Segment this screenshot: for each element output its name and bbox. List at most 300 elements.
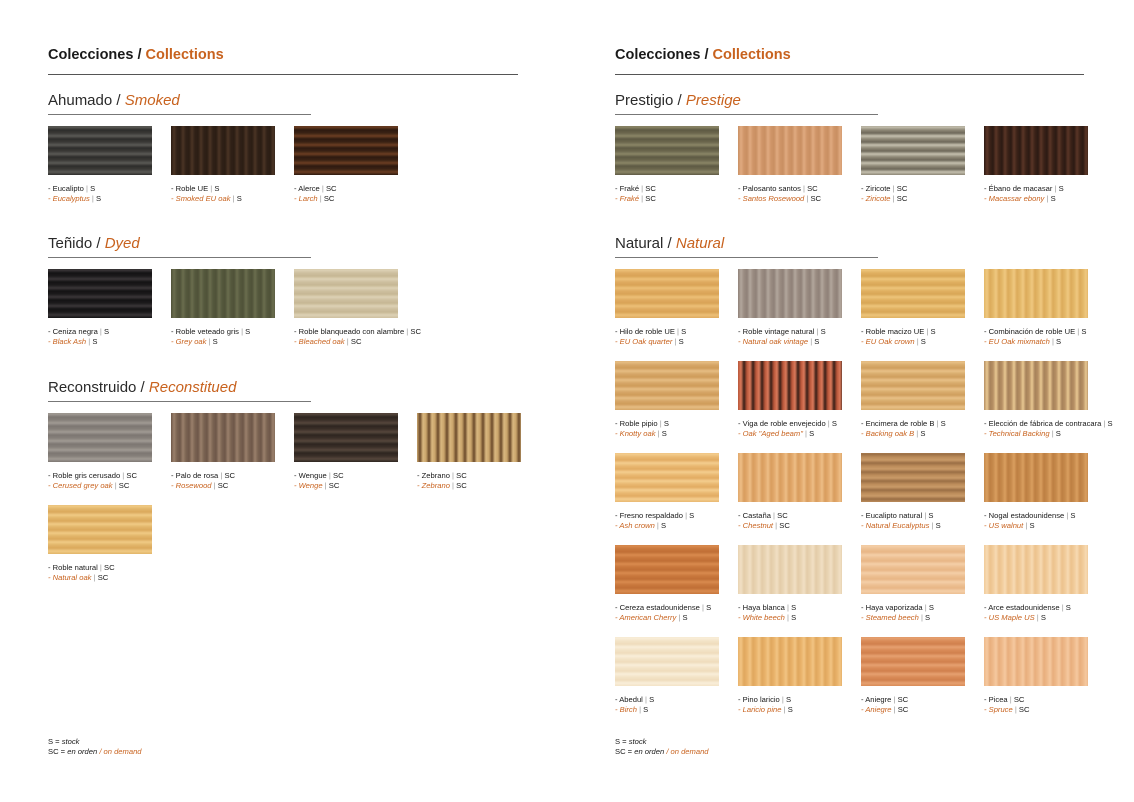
sample-code-en: SC [779,520,790,530]
code-separator: | [1007,695,1014,704]
section-rule [48,401,311,402]
sample-name-en: - Natural Eucalyptus [861,520,930,530]
wood-swatch [48,505,152,554]
sample-name-en: - Smoked EU oak [171,193,231,203]
sample-name-es-line [294,184,398,194]
sample-name-es-line [48,327,152,337]
sample-card [294,126,398,203]
sample-card [48,505,152,582]
code-separator: | [682,511,690,520]
code-separator: | [890,193,897,203]
sample-name-es-line [861,511,965,521]
legend-sc-value: en orden [67,746,98,756]
sample-card [294,269,421,346]
legend [615,737,709,756]
sample-code-en: SC [323,193,335,203]
wood-swatch [294,269,398,318]
sample-label [171,471,275,490]
sample-code-en: S [661,520,667,530]
legend-on-demand [615,747,709,757]
sample-code-en: SC [645,193,656,203]
sample-name-en: - Larch [294,193,318,203]
code-separator: | [636,704,644,714]
sample-name-es-line [615,603,719,613]
title-rule [48,74,518,75]
sample-name-en: - Macassar ebony [984,193,1045,203]
sample-card [861,453,965,530]
code-separator: | [699,603,707,612]
sample-name-en-line [615,521,719,531]
wood-swatch [294,413,398,462]
sample-name-en: - EU Oak mixmatch [984,336,1050,346]
wood-swatch [738,453,842,502]
section-title-en: Reconstitued [148,379,237,396]
code-separator: | [208,184,215,193]
code-separator: | [1075,327,1082,336]
sample-code-es: S [214,184,220,193]
wood-swatch [294,126,398,175]
sample-code-es: S [940,419,946,428]
wood-swatch [738,545,842,594]
sample-name-en-line [294,337,398,347]
sample-code-es: SC [325,184,337,193]
title-separator: / [700,47,713,63]
wood-swatch [417,413,521,462]
sample-code-es: S [820,327,826,336]
sample-name-es-line [48,563,152,573]
sample-code-es: S [1081,327,1087,336]
wood-swatch [171,413,275,462]
wood-swatch [738,269,842,318]
wood-swatch [861,361,965,410]
sample-code-es: S [1058,184,1064,193]
sample-card [294,413,398,490]
sample-code-en: SC [328,480,340,490]
sample-name-en: - Ash crown [615,520,655,530]
sample-name-en-line [738,521,842,531]
sample-code-es: SC [224,471,236,480]
section-title-separator: / [663,235,676,252]
sample-card [738,545,842,622]
sample-code-en: S [661,428,667,438]
code-separator: | [1044,193,1051,203]
sample-name-es: - Alerce [294,184,320,193]
wood-swatch [171,126,275,175]
sample-name-en-line [615,194,719,204]
sample-name-en-line [861,429,965,439]
sample-name-en-line [48,481,152,491]
sample-name-en-line [861,194,965,204]
sample-name-en-line [984,613,1088,623]
sample-name-en-line [171,337,275,347]
sample-card [861,361,965,438]
wood-swatch [984,269,1088,318]
sample-code-es: S [1107,419,1113,428]
wood-swatch [615,269,719,318]
wood-swatch [738,361,842,410]
sample-label [984,695,1088,714]
sample-code-en: S [1055,428,1061,438]
sample-code-en: S [1056,336,1062,346]
sample-code-es: S [1065,603,1071,612]
code-separator: | [449,480,457,490]
sample-code-en: SC [1018,704,1030,714]
legend-sc-prefix: SC = [48,746,68,756]
code-separator: | [344,336,351,346]
sample-name-es: - Fraké [615,184,640,193]
sample-name-es: - Wengue [294,471,327,480]
code-separator: | [676,612,683,622]
sample-name-es: - Roble pipio [615,419,658,428]
wood-swatch [48,269,152,318]
sample-name-es: - Aniegre [861,695,892,704]
sample-card [861,637,965,714]
code-separator: | [890,184,897,193]
sample-code-es: S [831,419,837,428]
sample-code-es: SC [410,327,421,336]
sample-name-en-line [294,481,398,491]
sample-card [984,126,1088,203]
code-separator: | [922,511,929,520]
code-separator: | [1101,419,1108,428]
sample-card [171,269,275,346]
sample-card [738,637,842,714]
sample-name-en: - Santos Rosewood [738,193,805,203]
sample-card [738,126,842,203]
sample-name-es-line [171,184,275,194]
sample-name-es-line [861,419,965,429]
sample-label [615,327,719,346]
sample-name-en-line [984,705,1088,715]
sample-label [861,511,965,530]
sample-code-en: S [925,612,931,622]
sample-code-en: SC [897,704,909,714]
section-title-separator: / [112,92,125,109]
wood-swatch [861,453,965,502]
sample-code-es: S [663,419,669,428]
sample-name-en-line [615,613,719,623]
sample-name-en-line [171,194,275,204]
code-separator: | [1012,704,1019,714]
wood-swatch [615,453,719,502]
sample-code-es: S [245,327,251,336]
sample-name-es: - Roble veteado gris [171,327,239,336]
sample-code-es: SC [896,184,908,193]
sample-code-es: S [928,511,934,520]
sample-code-en: S [920,336,926,346]
sample-code-en: S [787,704,793,714]
sample-card [984,453,1088,530]
sample-name-en-line [861,521,965,531]
sample-label [984,419,1113,438]
code-separator: | [825,419,832,428]
sample-name-es: - Eucalipto [48,184,84,193]
sample-name-es-line [294,471,398,481]
code-separator: | [804,193,811,203]
page-title [48,47,224,63]
title-es: Colecciones [48,47,134,63]
code-separator: | [238,327,246,336]
sample-name-en: - Wenge [294,480,323,490]
code-separator: | [639,193,646,203]
sample-code-en: SC [456,480,467,490]
wood-swatch [861,126,965,175]
sample-name-es-line [738,184,842,194]
sample-name-es: - Palosanto santos [738,184,801,193]
sample-code-en: SC [217,480,229,490]
legend [48,737,142,756]
sample-code-en: S [1040,612,1046,622]
sample-code-es: S [649,695,655,704]
sample-code-en: SC [118,480,130,490]
code-separator: | [404,327,411,336]
sample-card [738,269,842,346]
sample-card [171,126,275,203]
sample-card [615,545,719,622]
title-separator: / [133,47,146,63]
section-rule [615,257,878,258]
code-separator: | [784,603,792,612]
sample-card [417,413,521,490]
code-separator: | [218,471,225,480]
legend-s-prefix: S = [48,737,62,746]
wood-swatch [48,126,152,175]
title-rule [615,74,1084,75]
code-separator: | [784,612,792,622]
sample-code-es: S [90,184,96,193]
sample-label [738,419,842,438]
sample-label [861,419,965,438]
sample-label [171,184,275,203]
sample-label [48,471,152,490]
sample-code-es: SC [456,471,467,480]
code-separator: | [1049,336,1057,346]
code-separator: | [317,193,324,203]
sample-label [984,603,1088,622]
sample-name-en: - Oak "Aged beam" [738,428,803,438]
sample-code-en: S [236,193,242,203]
sample-card [615,637,719,714]
sample-name-es: - Ziricote [861,184,891,193]
sample-name-en-line [294,194,398,204]
sample-code-es: S [706,603,712,612]
code-separator: | [654,520,662,530]
sample-name-es: - Roble vintage natural [738,327,815,336]
sample-label [861,603,965,622]
sample-label [615,419,719,438]
code-separator: | [322,480,329,490]
legend-stock [48,737,142,747]
sample-card [738,361,842,438]
sample-label [417,471,521,490]
code-separator: | [773,520,780,530]
code-separator: | [924,327,931,336]
sample-label [861,184,965,203]
sample-code-en: S [935,520,941,530]
sample-name-es: - Pino laricio [738,695,780,704]
sample-name-en-line [48,573,152,583]
code-separator: | [800,184,808,193]
sample-code-es: S [791,603,797,612]
section-title-es: Teñido [48,235,93,252]
sample-name-en-line [984,429,1088,439]
section-title-separator: / [136,379,149,396]
sample-code-es: SC [777,511,788,520]
sample-name-es: - Arce estadounidense [984,603,1060,612]
right-page [567,0,1134,802]
section-title-en: Natural [675,235,725,252]
section-title-separator: / [92,235,105,252]
code-separator: | [657,419,664,428]
sample-name-en: - EU Oak crown [861,336,915,346]
sample-name-en-line [171,481,275,491]
sample-card [861,545,965,622]
sample-name-es-line [984,695,1088,705]
sample-name-en-line [615,429,719,439]
sample-code-en: S [643,704,649,714]
sample-code-en: SC [97,572,109,582]
sample-name-es-line [738,327,842,337]
sample-code-es: S [928,603,934,612]
sample-card [984,361,1113,438]
sample-name-en: - Cerused grey oak [48,480,113,490]
sample-code-es: S [681,327,687,336]
sample-label [615,184,719,203]
wood-swatch [48,413,152,462]
legend-on-demand [48,747,142,757]
sample-name-es: - Haya vaporizada [861,603,923,612]
wood-swatch [984,361,1088,410]
code-separator: | [1052,184,1059,193]
wood-swatch [738,126,842,175]
sample-name-es-line [861,327,965,337]
sample-name-en-line [615,337,719,347]
wood-swatch [615,545,719,594]
sample-name-es: - Roble natural [48,563,98,572]
sample-card [48,413,152,490]
wood-swatch [984,545,1088,594]
code-separator: | [1059,603,1066,612]
sample-code-es: SC [126,471,137,480]
sample-card [861,126,965,203]
sample-name-es-line [861,603,965,613]
code-separator: | [802,428,810,438]
sample-code-en: S [920,428,926,438]
section-title-en: Dyed [104,235,140,252]
sample-name-es: - Hilo de roble UE [615,327,675,336]
code-separator: | [639,184,646,193]
sample-name-es: - Ceniza negra [48,327,98,336]
wood-swatch [171,269,275,318]
sample-name-es: - Cereza estadounidense [615,603,700,612]
sample-code-es: S [930,327,936,336]
code-separator: | [112,480,119,490]
sample-code-en: S [682,612,688,622]
sample-code-es: SC [333,471,344,480]
sample-name-en: - Knotty oak [615,428,656,438]
legend-sc-value: en orden [634,746,665,756]
sample-card [171,413,275,490]
legend-sc-en: / on demand [97,746,142,756]
sample-label [861,695,965,714]
title-en: Collections [145,47,224,63]
sample-name-en: - Zebrano [417,480,450,490]
sample-code-es: S [689,511,695,520]
sample-name-en-line [984,521,1088,531]
sample-name-es: - Abedul [615,695,643,704]
sample-name-es: - Haya blanca [738,603,785,612]
wood-swatch [615,361,719,410]
code-separator: | [211,480,218,490]
legend-stock [615,737,709,747]
code-separator: | [230,193,237,203]
sample-card [615,361,719,438]
sample-card [615,453,719,530]
sample-name-en-line [861,613,965,623]
sample-name-es: - Roble macizo UE [861,327,925,336]
sample-name-es-line [171,327,275,337]
wood-swatch [984,453,1088,502]
title-es: Colecciones [615,47,701,63]
sample-name-es-line [738,603,842,613]
legend-sc-prefix: SC = [615,746,635,756]
sample-name-en: - Natural oak vintage [738,336,809,346]
sample-label [171,327,275,346]
sample-name-es: - Roble blanqueado con alambre [294,327,405,336]
code-separator: | [326,471,333,480]
sample-name-es-line [294,327,421,337]
sample-code-es: SC [897,695,909,704]
sample-code-en: S [678,336,684,346]
sample-name-es-line [417,471,521,481]
code-separator: | [86,336,93,346]
sample-label [738,695,842,714]
sample-card [48,269,152,346]
legend-s-value: stock [628,737,647,746]
sample-name-en: - Bleached oak [294,336,345,346]
sample-name-en: - Black Ash [48,336,87,346]
sample-name-en: - EU Oak quarter [615,336,673,346]
sample-label [738,603,842,622]
sample-label [738,511,842,530]
sample-name-en: - Laricio pine [738,704,782,714]
sample-name-en: - US Maple US [984,612,1035,622]
code-separator: | [120,471,127,480]
sample-name-es-line [615,511,719,521]
sample-label [48,327,152,346]
code-separator: | [914,428,921,438]
sample-name-en-line [984,194,1088,204]
sample-name-es: - Castaña [738,511,771,520]
code-separator: | [672,336,679,346]
sample-code-en: S [92,336,98,346]
legend-sc-en: / on demand [664,746,709,756]
sample-name-es: - Zebrano [417,471,450,480]
sample-code-en: S [1050,193,1056,203]
sample-name-en-line [861,337,965,347]
code-separator: | [1049,428,1056,438]
code-separator: | [449,471,457,480]
code-separator: | [89,193,96,203]
sample-name-en-line [615,705,719,715]
section-rule [48,257,311,258]
wood-swatch [861,637,965,686]
code-separator: | [83,184,91,193]
title-en: Collections [712,47,791,63]
sample-label [48,184,152,203]
code-separator: | [808,336,815,346]
code-separator: | [1064,511,1071,520]
